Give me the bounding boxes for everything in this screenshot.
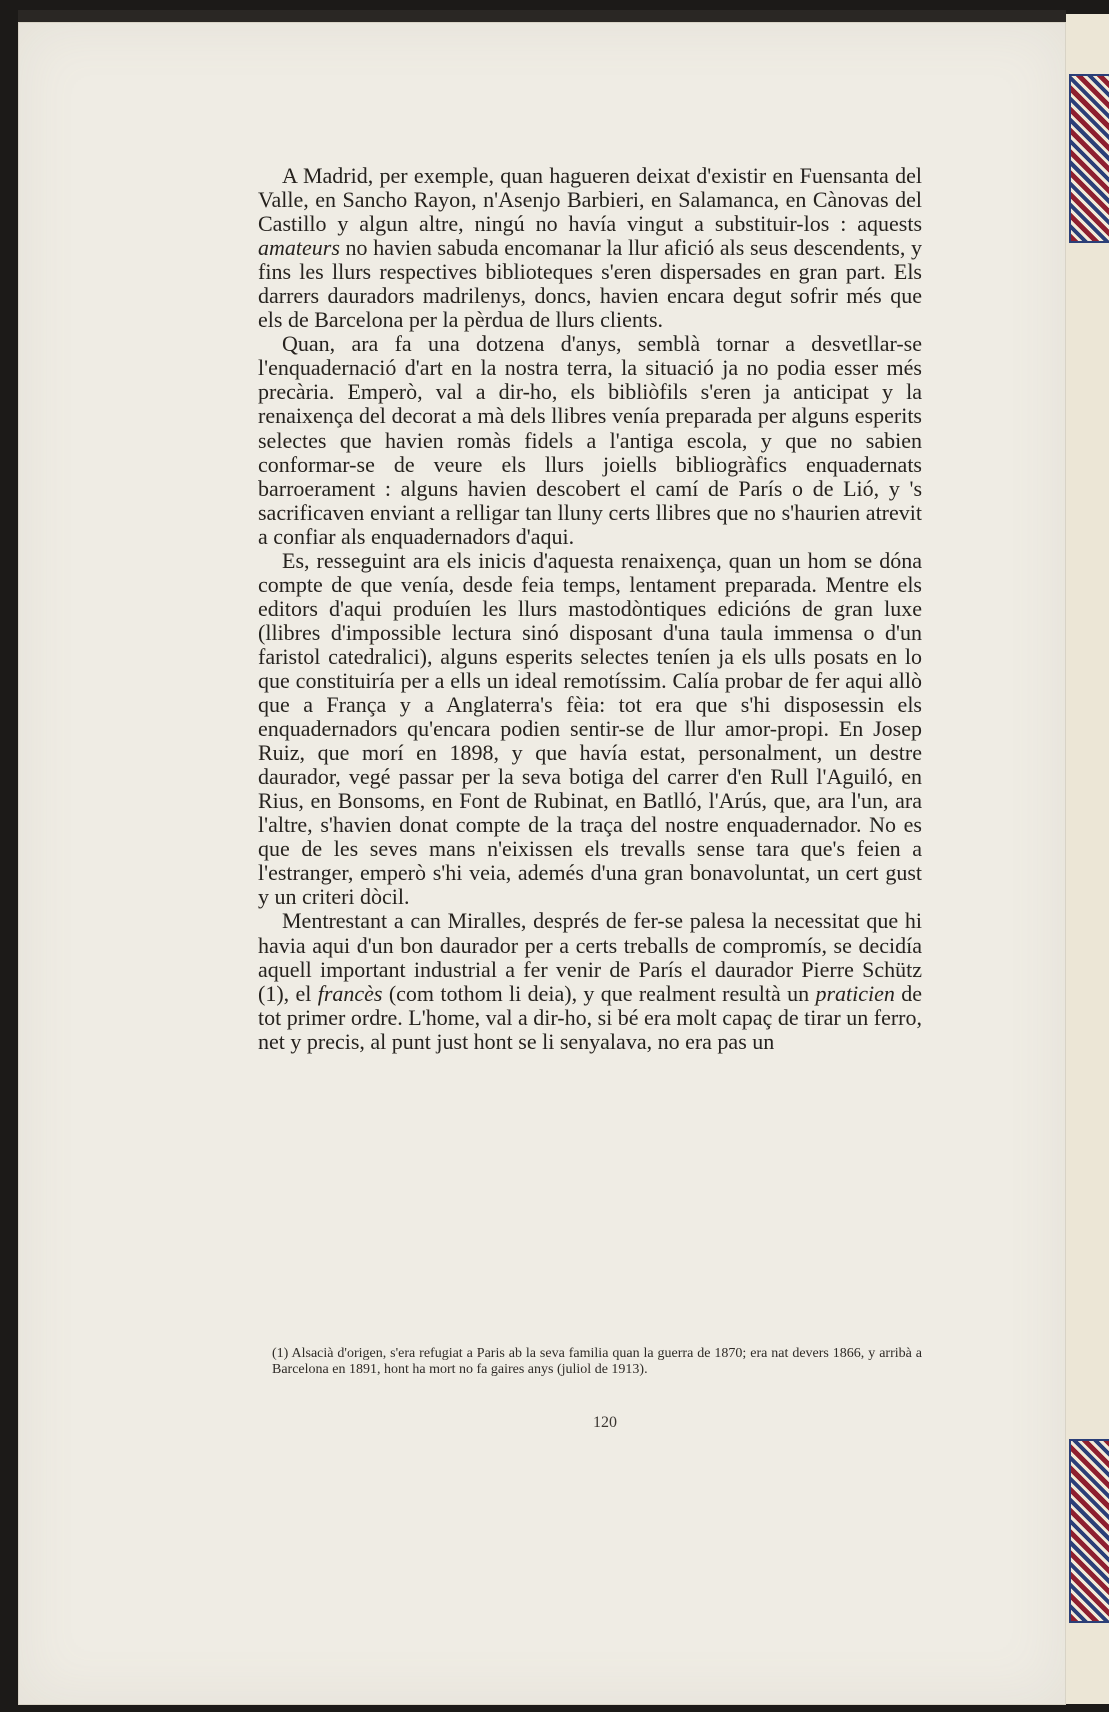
page-top-shadow xyxy=(18,10,1066,22)
paragraph: Es, resseguint ara els inicis d'aquesta renaixença, quan un hom se dóna compte de que venía, desde feia temps, lentament preparada. Mentre els editors d'aqui produíen les llurs mastodòntiques edicións de gran luxe (llibres d'impossible lectura sinó disposant d'una taula immensa o d'un faristol catedralici), alguns esperits selectes teníen ja els ulls posats en lo que constituiría per a ells un ideal remotíssim. Calía probar de fer aqui allò que a França y a Anglaterra's fèia: tot era que s'hi disposessin els enquadernadors qu'encara podien sentir-se de llur amor-propi. En Josep Ruiz, que morí en 1898, y que havía estat, personalment, un destre daurador, vegé passar per la seva botiga del carrer d'en Rull l'Aguiló, en Rius, en Bonsoms, en Font de Rubinat, en Batlló, l'Arús, que, ara l'un, ara l'altre, s'havien donat compte de la traça del nostre enquadernador. No es que de les seves mans n'eixissen els trevalls sense tara que's feien a l'estranger, emperò s'hi veia, ademés d'una gran bonavoluntat, un cert gust y un criteri dòcil. xyxy=(258,547,922,910)
italic-term: praticien xyxy=(815,980,895,1006)
paragraph: A Madrid, per exemple, quan hagueren deixat d'existir en Fuensanta del Valle, en Sancho Rayon, n'Asenjo Barbieri, en Salamanca, en Cànovas del Castillo y algun altre, ningú no havía vingut a substituir-los : aquests amateurs no havien sabuda encomanar la llur afició als seus descendents, y fins les llurs respectives biblioteques s'eren dispersades en gran part. Els darrers dauradors madrilenys, doncs, havien encara degut sofrir més que els de Barcelona per la pèrdua de llurs clients. xyxy=(258,163,922,333)
decorative-border-top xyxy=(1069,74,1109,243)
paragraph: Quan, ara fa una dotzena d'anys, semblà tornar a desvetllar-se l'enquadernació d'art en la nostra terra, la situació ja no podia esser més precària. Emperò, val a dir-ho, els bibliòfils s'eren ja anticipat y la renaixença del decorat a mà dels llibres venía preparada per alguns esperits selectes que havien romàs fidels a l'antiga escola, y que no sabien conformar-se de veure els llurs joiells bibliogràfics enquadernats barroerament : alguns havien descobert el camí de París o de Lió, y 's sacrificaven enviant a relligar tan lluny certs llibres que no s'haurien atrevit a confiar als enquadernadors d'aqui. xyxy=(258,331,922,549)
footnote: (1) Alsacià d'origen, s'era refugiat a Paris ab la seva familia quan la guerra de 1870; era nat devers 1866, y arribà a Barcelona en 1891, hont ha mort no fa gaires anys (juliol de 1913). xyxy=(272,1346,922,1377)
italic-term: amateurs xyxy=(258,235,340,261)
paragraph: Mentrestant a can Miralles, després de fer-se palesa la necessitat que hi havia aqui d'un bon daurador per a certs treballs de compromís, se decidía aquell important industrial a fer venir de París el daurador Pierre Schütz (1), el francès (com tothom li deia), y que realment resultà un praticien de tot primer ordre. L'home, val a dir-ho, si bé era molt capaç de tirar un ferro, net y precis, al punt just hont se li senyalava, no era pas un xyxy=(258,908,923,1054)
decorative-border-bottom xyxy=(1069,1439,1109,1623)
italic-term: francès xyxy=(317,980,383,1006)
body-text xyxy=(258,164,922,1054)
facing-page-edge xyxy=(1060,14,1109,1704)
page-number: 120 xyxy=(593,1414,617,1431)
